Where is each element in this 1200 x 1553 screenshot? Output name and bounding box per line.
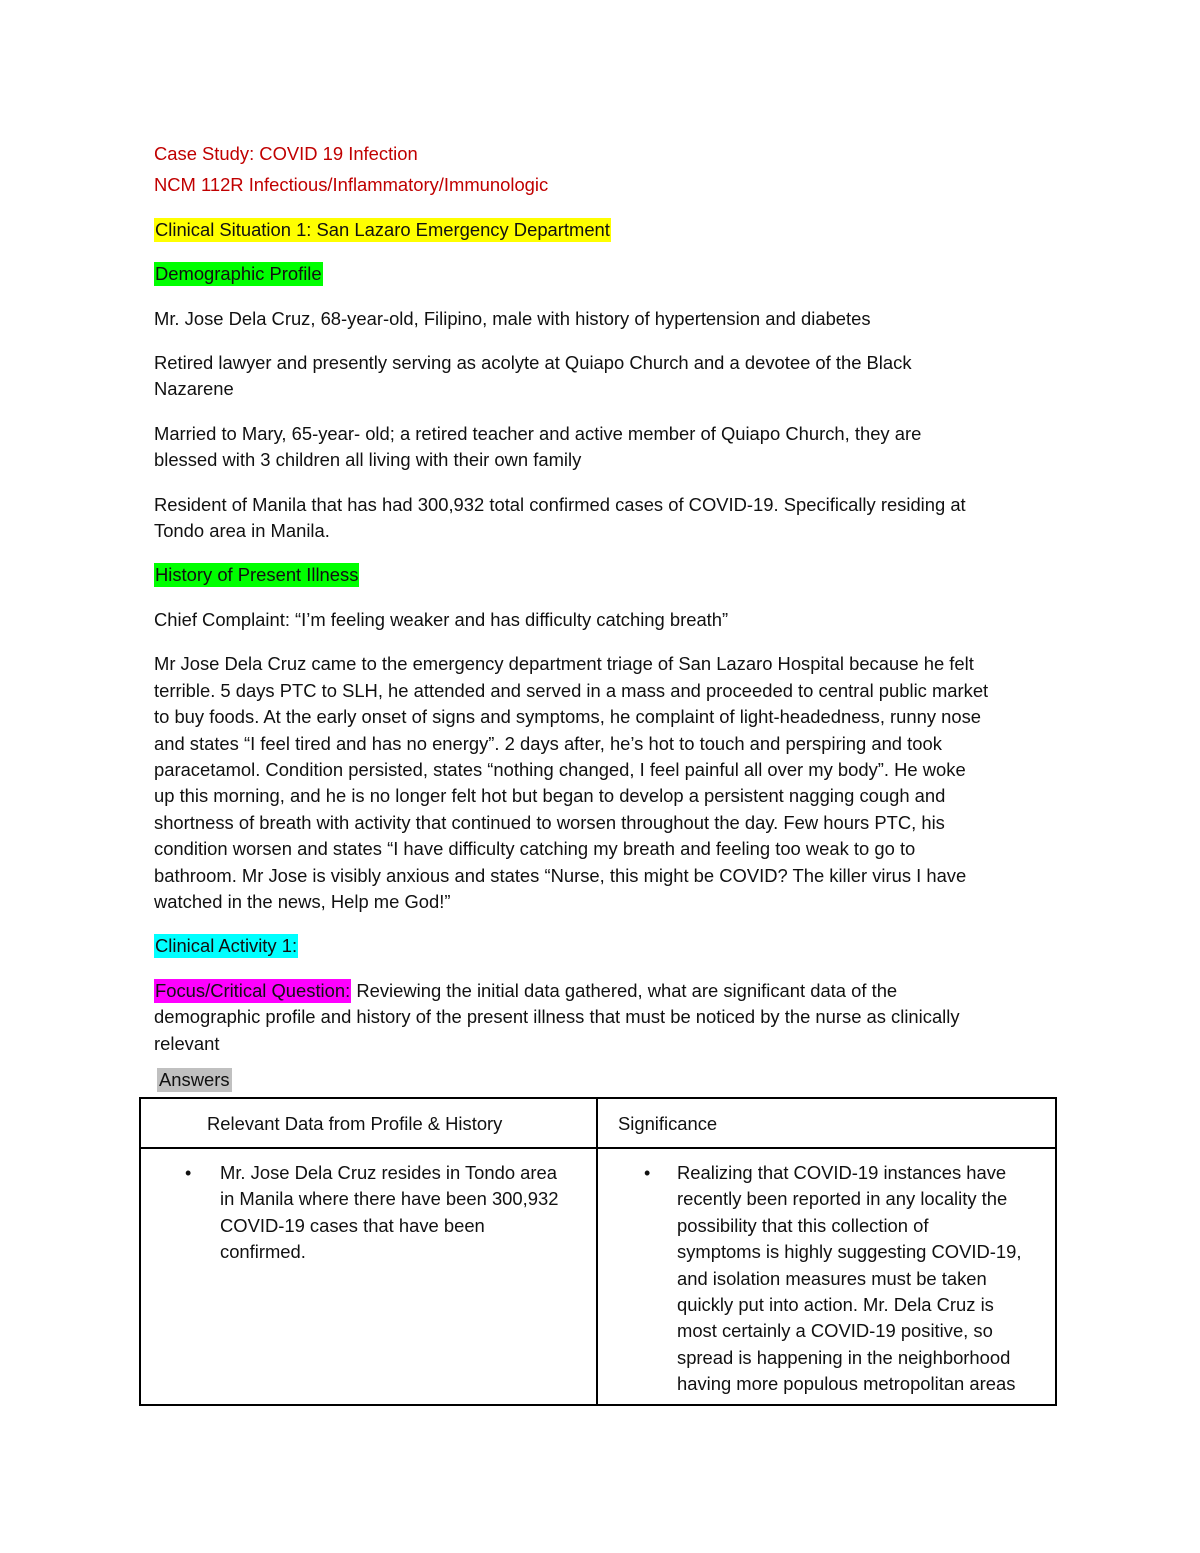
col-significance-header: Significance [618,1113,718,1134]
list-item: • Realizing that COVID-19 instances have recently been reported in any locality the possibility that this collection of symptoms is highly suggesting COVID-19, and isolation measures must be taken quickly put into action. Mr. Dela Cruz is most certainly a COVID-19 positive, so spread is happening in the neighborhood having more populous metropolitan areas [644,1162,1022,1395]
demographic-heading-row [154,261,1059,287]
table-header-cell [140,1098,597,1148]
clinical-situation-heading: Clinical Situation 1: San Lazaro Emergency Department [155,218,610,240]
answers-label: Answers [159,1068,230,1090]
demographic-paragraph-1: Mr. Jose Dela Cruz, 68-year-old, Filipino, male with history of hypertension and diabetes [154,307,871,329]
table-header-cell [597,1098,1056,1148]
demographic-paragraph-3: Married to Mary, 65-year- old; a retired teacher and active member of Quiapo Church, they are blessed with 3 children all living with their own family [154,422,922,471]
answers-label-row [154,1067,1059,1093]
focus-question-label: Focus/Critical Question: [155,979,351,1001]
history-heading-row [154,562,1059,588]
course-title: NCM 112R Infectious/Inflammatory/Immunologic [154,174,549,196]
document-body [154,141,1059,1093]
col-relevant-data-header: Relevant Data from Profile & History [207,1113,503,1134]
document-title: Case Study: COVID 19 Infection [154,143,418,164]
list-item: • Mr. Jose Dela Cruz resides in Tondo area in Manila where there have been 300,932 COVID-19 cases that have been confirmed. [185,1162,559,1263]
table-header-row [140,1098,1056,1148]
demographic-paragraph-4: Resident of Manila that has had 300,932 total confirmed cases of COVID-19. Specifically residing at Tondo area in Manila. [154,493,966,542]
history-present-illness-heading: History of Present Illness [155,564,359,586]
bullet-icon: • [185,1163,192,1183]
focus-question: Focus/Critical Question: Reviewing the initial data gathered, what are significant data of the demographic profile and history of the present illness that must be noticed by the nurse as clinically relevant [154,979,960,1054]
answers-table [139,1097,1057,1406]
chief-complaint: Chief Complaint: “I’m feeling weaker and has difficulty catching breath” [154,608,729,630]
clinical-activity-heading-row [154,933,1059,959]
bullet-icon: • [644,1163,651,1183]
demographic-profile-heading: Demographic Profile [155,263,322,285]
table-row [140,1148,1056,1405]
demographic-paragraph-2: Retired lawyer and presently serving as acolyte at Quiapo Church and a devotee of the Black Nazarene [154,352,912,400]
table-cell [140,1148,597,1405]
history-narrative: Mr Jose Dela Cruz came to the emergency department triage of San Lazaro Hospital because he felt terrible. 5 days PTC to SLH, he attended and served in a mass and proceeded to central public market to buy foods. At the early onset of signs and symptoms, he complaint of light-headedness, runny nose and states “I feel tired and has no energy”. 2 days after, he’s hot to touch and perspiring and took paracetamol. Condition persisted, states “nothing changed, I feel painful all over my body”. He woke up this morning, and he is no longer felt hot but began to develop a persistent nagging cough and shortness of breath with activity that continued to worsen throughout the day. Few hours PTC, his condition worsen and states “I have difficulty catching my breath and feeling too weak to go to bathroom. Mr Jose is visibly anxious and states “Nurse, this might be COVID? The killer virus I have watched in the news, Help me God!” [154,653,989,912]
clinical-situation-heading-row [154,217,1059,243]
table-cell [597,1148,1056,1405]
clinical-activity-heading: Clinical Activity 1: [155,935,298,957]
